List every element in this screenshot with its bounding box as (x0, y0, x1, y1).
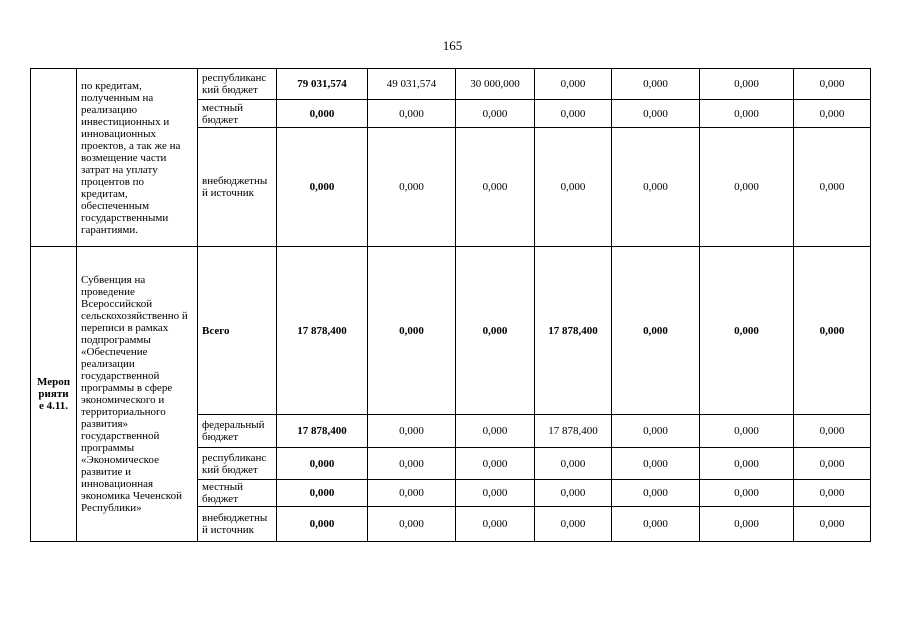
value-cell: 0,000 (612, 415, 700, 448)
value-cell: 0,000 (368, 100, 456, 128)
value-cell: 0,000 (794, 69, 871, 100)
value-cell: 0,000 (456, 415, 535, 448)
value-cell: 0,000 (794, 448, 871, 480)
value-cell-total: 0,000 (277, 507, 368, 542)
value-cell: 0,000 (612, 128, 700, 247)
value-cell-total: 79 031,574 (277, 69, 368, 100)
value-cell: 0,000 (794, 100, 871, 128)
value-cell: 0,000 (456, 507, 535, 542)
value-cell: 0,000 (700, 128, 794, 247)
page-number: 165 (442, 38, 463, 53)
table-row (31, 69, 871, 100)
value-cell-total: 0,000 (277, 100, 368, 128)
value-cell: 0,000 (535, 100, 612, 128)
value-cell: 0,000 (612, 247, 700, 415)
funding-source-cell: Всего (198, 247, 277, 415)
value-cell: 0,000 (368, 128, 456, 247)
funding-source-cell: внебюджетны й источник (198, 507, 277, 542)
value-cell: 0,000 (456, 247, 535, 415)
value-cell: 0,000 (700, 507, 794, 542)
value-cell-total: 0,000 (277, 480, 368, 507)
value-cell-total: 0,000 (277, 448, 368, 480)
value-cell: 0,000 (794, 507, 871, 542)
budget-table (30, 68, 871, 542)
value-cell: 0,000 (535, 480, 612, 507)
value-cell: 0,000 (612, 100, 700, 128)
value-cell: 0,000 (535, 448, 612, 480)
measure-name-cell: по кредитам, полученным на реализацию инвестиционных и инновационных проектов, а так же на возмещение части затрат на уплату процентов по кредитам, обеспеченным государственными гарантиями. (77, 69, 198, 247)
value-cell: 0,000 (456, 480, 535, 507)
value-cell: 0,000 (368, 448, 456, 480)
value-cell: 0,000 (794, 247, 871, 415)
funding-source-cell: внебюджетны й источник (198, 128, 277, 247)
funding-source-cell: местный бюджет (198, 100, 277, 128)
value-cell-total: 17 878,400 (277, 415, 368, 448)
value-cell: 0,000 (700, 448, 794, 480)
value-cell: 0,000 (794, 128, 871, 247)
measure-name-cell: Субвенция на проведение Всероссийской сельскохозяйственно й переписи в рамках подпрограммы «Обеспечение реализации государственной программы в сфере экономического и территориального развития» государственной программы «Экономическое развитие и инновационная экономика Чеченской Республики» (77, 247, 198, 542)
funding-source-cell: республиканс кий бюджет (198, 69, 277, 100)
value-cell: 0,000 (794, 480, 871, 507)
value-cell: 0,000 (368, 480, 456, 507)
value-cell: 0,000 (456, 448, 535, 480)
value-cell: 0,000 (368, 415, 456, 448)
value-cell: 49 031,574 (368, 69, 456, 100)
value-cell: 0,000 (612, 480, 700, 507)
value-cell: 0,000 (456, 100, 535, 128)
funding-source-cell: местный бюджет (198, 480, 277, 507)
value-cell: 0,000 (794, 415, 871, 448)
value-cell-total: 17 878,400 (277, 247, 368, 415)
value-cell: 0,000 (535, 69, 612, 100)
table-row (31, 247, 871, 415)
value-cell: 30 000,000 (456, 69, 535, 100)
measure-cell: Мероп рияти е 4.11. (31, 247, 77, 542)
value-cell: 0,000 (700, 415, 794, 448)
value-cell: 0,000 (700, 480, 794, 507)
value-cell: 0,000 (535, 128, 612, 247)
value-cell: 0,000 (700, 247, 794, 415)
value-cell: 17 878,400 (535, 415, 612, 448)
value-cell: 0,000 (368, 247, 456, 415)
value-cell: 0,000 (368, 507, 456, 542)
value-cell: 0,000 (456, 128, 535, 247)
funding-source-cell: федеральный бюджет (198, 415, 277, 448)
value-cell: 0,000 (612, 69, 700, 100)
value-cell: 0,000 (612, 507, 700, 542)
measure-cell (31, 69, 77, 247)
funding-source-cell: республиканс кий бюджет (198, 448, 277, 480)
value-cell: 0,000 (700, 69, 794, 100)
value-cell: 17 878,400 (535, 247, 612, 415)
value-cell: 0,000 (700, 100, 794, 128)
value-cell: 0,000 (612, 448, 700, 480)
value-cell-total: 0,000 (277, 128, 368, 247)
value-cell: 0,000 (535, 507, 612, 542)
